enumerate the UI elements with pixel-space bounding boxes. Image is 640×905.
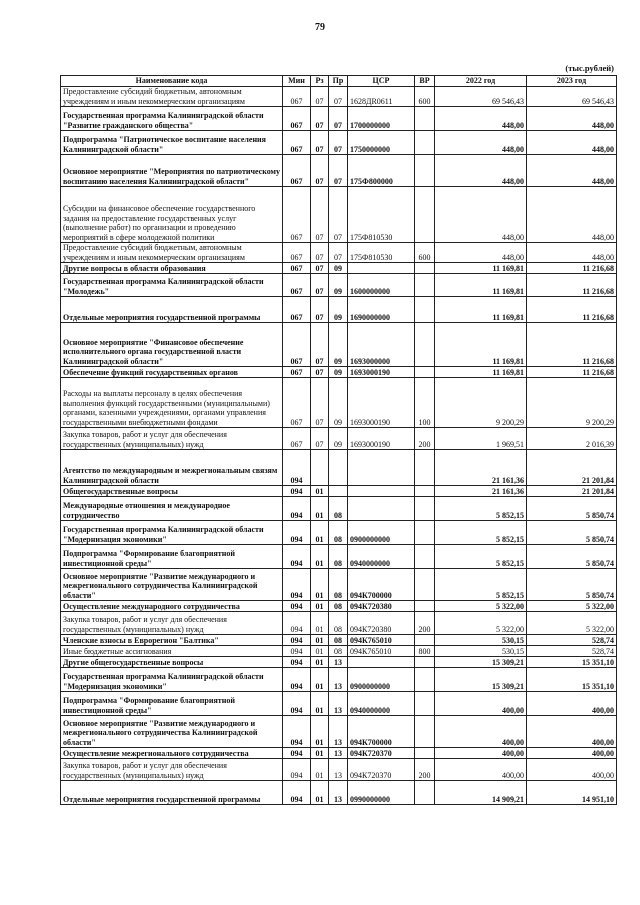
cell-rz: 01: [311, 646, 329, 657]
table-row: [61, 668, 617, 692]
cell-pr: 13: [329, 759, 348, 781]
cell-name: Членские взносы в Еврорегион "Балтика": [61, 635, 283, 646]
cell-name: Основное мероприятие "Развитие международного и межрегионального сотрудничества Калининградской области": [61, 569, 283, 601]
cell-rz: 01: [311, 545, 329, 569]
cell-csr: 094К700000: [348, 569, 415, 601]
cell-vr: [415, 601, 435, 612]
cell-rz: 01: [311, 497, 329, 521]
cell-rz: 07: [311, 187, 329, 243]
budget-table: [60, 75, 617, 805]
cell-rz: 01: [311, 486, 329, 497]
cell-vr: [415, 323, 435, 367]
cell-name: Закупка товаров, работ и услуг для обеспечения государственных (муниципальных) нужд: [61, 759, 283, 781]
cell-2023: 5 850,74: [527, 569, 617, 601]
table-row: [61, 131, 617, 155]
cell-2022: 5 322,00: [435, 612, 527, 635]
cell-min: 094: [283, 646, 311, 657]
cell-pr: 07: [329, 243, 348, 263]
cell-min: 094: [283, 569, 311, 601]
cell-min: 067: [283, 274, 311, 297]
table-row: [61, 450, 617, 486]
cell-2023: 5 850,74: [527, 545, 617, 569]
cell-pr: 09: [329, 378, 348, 428]
cell-vr: 200: [415, 759, 435, 781]
cell-pr: 09: [329, 263, 348, 274]
cell-2023: 15 351,10: [527, 668, 617, 692]
cell-vr: [415, 450, 435, 486]
cell-min: 094: [283, 450, 311, 486]
cell-2023: 448,00: [527, 155, 617, 187]
cell-2022: 448,00: [435, 107, 527, 131]
cell-pr: 08: [329, 545, 348, 569]
cell-pr: 13: [329, 716, 348, 748]
cell-min: 094: [283, 601, 311, 612]
cell-2023: 11 216,68: [527, 323, 617, 367]
cell-min: 094: [283, 545, 311, 569]
cell-2022: 448,00: [435, 155, 527, 187]
header-name: Наименование кода: [61, 76, 283, 87]
cell-pr: 08: [329, 521, 348, 545]
cell-name: Закупка товаров, работ и услуг для обеспечения государственных (муниципальных) нужд: [61, 428, 283, 450]
cell-rz: 07: [311, 243, 329, 263]
cell-pr: 08: [329, 612, 348, 635]
cell-2022: 21 161,36: [435, 486, 527, 497]
cell-min: 067: [283, 107, 311, 131]
cell-min: 067: [283, 155, 311, 187]
cell-vr: [415, 545, 435, 569]
cell-name: Иные бюджетные ассигнования: [61, 646, 283, 657]
cell-rz: 07: [311, 323, 329, 367]
cell-min: 067: [283, 263, 311, 274]
cell-pr: 07: [329, 155, 348, 187]
cell-min: 094: [283, 497, 311, 521]
cell-2023: 11 216,68: [527, 274, 617, 297]
cell-2022: 14 909,21: [435, 781, 527, 805]
cell-2023: 21 201,84: [527, 486, 617, 497]
cell-2022: 448,00: [435, 243, 527, 263]
cell-csr: [348, 486, 415, 497]
cell-2022: 400,00: [435, 759, 527, 781]
table-row: [61, 545, 617, 569]
cell-vr: 600: [415, 87, 435, 107]
cell-name: Государственная программа Калининградской области "Развитие гражданского общества": [61, 107, 283, 131]
header-pr: Пр: [329, 76, 348, 87]
cell-vr: [415, 486, 435, 497]
cell-vr: [415, 187, 435, 243]
cell-vr: 200: [415, 612, 435, 635]
cell-vr: 600: [415, 243, 435, 263]
cell-vr: [415, 131, 435, 155]
cell-vr: [415, 521, 435, 545]
header-2022: 2022 год: [435, 76, 527, 87]
cell-csr: 0900000000: [348, 668, 415, 692]
cell-2023: 400,00: [527, 716, 617, 748]
cell-2023: 2 016,39: [527, 428, 617, 450]
table-row: [61, 367, 617, 378]
table-row: [61, 428, 617, 450]
cell-pr: 13: [329, 748, 348, 759]
cell-pr: 09: [329, 323, 348, 367]
cell-rz: 07: [311, 155, 329, 187]
cell-min: 094: [283, 635, 311, 646]
table-row: [61, 263, 617, 274]
cell-min: 094: [283, 781, 311, 805]
cell-2022: 5 322,00: [435, 601, 527, 612]
cell-pr: 09: [329, 274, 348, 297]
cell-rz: 07: [311, 131, 329, 155]
cell-rz: 01: [311, 668, 329, 692]
cell-name: Отдельные мероприятия государственной программы: [61, 297, 283, 323]
cell-rz: 07: [311, 367, 329, 378]
cell-rz: [311, 450, 329, 486]
cell-2022: 15 309,21: [435, 668, 527, 692]
cell-rz: 01: [311, 692, 329, 716]
cell-rz: 01: [311, 612, 329, 635]
cell-2022: 69 546,43: [435, 87, 527, 107]
cell-name: Основное мероприятие "Мероприятия по патриотическому воспитанию населения Калининградской области": [61, 155, 283, 187]
table-row: [61, 323, 617, 367]
cell-pr: 08: [329, 497, 348, 521]
cell-name: Государственная программа Калининградской области "Молодежь": [61, 274, 283, 297]
cell-pr: [329, 450, 348, 486]
table-row: [61, 657, 617, 668]
table-row: [61, 781, 617, 805]
cell-name: Субсидии на финансовое обеспечение государственного задания на предоставление государственных услуг (выполнение работ) по организации и проведению мероприятий в сфере молодежной политики: [61, 187, 283, 243]
cell-name: Осуществление межрегионального сотрудничества: [61, 748, 283, 759]
cell-csr: 094К720380: [348, 612, 415, 635]
cell-csr: 1600000000: [348, 274, 415, 297]
cell-name: Предоставление субсидий бюджетным, автономным учреждениям и иным некоммерческим организациям: [61, 243, 283, 263]
table-row: [61, 378, 617, 428]
cell-2022: 448,00: [435, 187, 527, 243]
cell-vr: [415, 263, 435, 274]
cell-rz: 01: [311, 716, 329, 748]
cell-rz: 07: [311, 274, 329, 297]
cell-rz: 07: [311, 428, 329, 450]
cell-min: 094: [283, 759, 311, 781]
cell-name: Основное мероприятие "Развитие международного и межрегионального сотрудничества Калининградской области": [61, 716, 283, 748]
cell-csr: 094К720380: [348, 601, 415, 612]
cell-min: 067: [283, 378, 311, 428]
cell-rz: 01: [311, 635, 329, 646]
cell-pr: 13: [329, 781, 348, 805]
cell-2023: 528,74: [527, 635, 617, 646]
cell-name: Государственная программа Калининградской области "Модернизация экономики": [61, 668, 283, 692]
table-row: [61, 759, 617, 781]
cell-2023: 11 216,68: [527, 367, 617, 378]
table-row: [61, 274, 617, 297]
cell-2023: 400,00: [527, 748, 617, 759]
cell-name: Подпрограмма "Формирование благоприятной инвестиционной среды": [61, 545, 283, 569]
cell-2022: 11 169,81: [435, 274, 527, 297]
cell-2022: 9 200,29: [435, 378, 527, 428]
cell-csr: 1693000000: [348, 323, 415, 367]
cell-csr: [348, 263, 415, 274]
cell-2022: 5 852,15: [435, 569, 527, 601]
table-body: [61, 87, 617, 805]
cell-pr: 08: [329, 601, 348, 612]
table-row: [61, 601, 617, 612]
table-row: [61, 497, 617, 521]
header-rz: Рз: [311, 76, 329, 87]
cell-csr: 1693000190: [348, 378, 415, 428]
cell-vr: 200: [415, 428, 435, 450]
cell-pr: 13: [329, 692, 348, 716]
cell-min: 067: [283, 297, 311, 323]
cell-pr: 07: [329, 187, 348, 243]
cell-2023: 448,00: [527, 243, 617, 263]
cell-2022: 5 852,15: [435, 521, 527, 545]
table-row: [61, 155, 617, 187]
cell-min: 067: [283, 131, 311, 155]
cell-pr: 08: [329, 569, 348, 601]
table-row: [61, 635, 617, 646]
cell-name: Агентство по международным и межрегиональным связям Калининградской области: [61, 450, 283, 486]
cell-min: 067: [283, 367, 311, 378]
cell-pr: 08: [329, 635, 348, 646]
cell-rz: 07: [311, 87, 329, 107]
cell-vr: [415, 569, 435, 601]
cell-min: 094: [283, 486, 311, 497]
table-header-row: [61, 76, 617, 87]
table-row: [61, 612, 617, 635]
cell-2023: 448,00: [527, 107, 617, 131]
cell-vr: [415, 692, 435, 716]
cell-rz: 01: [311, 601, 329, 612]
header-min: Мин: [283, 76, 311, 87]
cell-csr: [348, 497, 415, 521]
cell-2022: 5 852,15: [435, 545, 527, 569]
cell-2023: 448,00: [527, 131, 617, 155]
cell-name: Закупка товаров, работ и услуг для обеспечения государственных (муниципальных) нужд: [61, 612, 283, 635]
cell-vr: [415, 635, 435, 646]
cell-2023: 9 200,29: [527, 378, 617, 428]
cell-name: Другие вопросы в области образования: [61, 263, 283, 274]
cell-name: Общегосударственные вопросы: [61, 486, 283, 497]
cell-csr: 1700000000: [348, 107, 415, 131]
cell-2023: 5 322,00: [527, 612, 617, 635]
table-row: [61, 748, 617, 759]
cell-csr: [348, 657, 415, 668]
cell-min: 094: [283, 612, 311, 635]
cell-2022: 21 161,36: [435, 450, 527, 486]
header-csr: ЦСР: [348, 76, 415, 87]
units-label: (тыс.рублей): [565, 63, 614, 73]
cell-csr: 1690000000: [348, 297, 415, 323]
header-vr: ВР: [415, 76, 435, 87]
table-row: [61, 107, 617, 131]
cell-2023: 400,00: [527, 759, 617, 781]
cell-rz: 07: [311, 263, 329, 274]
cell-vr: [415, 297, 435, 323]
cell-name: Международные отношения и международное сотрудничество: [61, 497, 283, 521]
cell-2022: 11 169,81: [435, 263, 527, 274]
cell-2022: 400,00: [435, 748, 527, 759]
cell-2022: 400,00: [435, 692, 527, 716]
cell-2022: 5 852,15: [435, 497, 527, 521]
cell-rz: 01: [311, 521, 329, 545]
table-row: [61, 646, 617, 657]
cell-2023: 400,00: [527, 692, 617, 716]
cell-csr: 0900000000: [348, 521, 415, 545]
cell-2022: 1 969,51: [435, 428, 527, 450]
cell-name: Подпрограмма "Формирование благоприятной инвестиционной среды": [61, 692, 283, 716]
cell-csr: 1628ДR0611: [348, 87, 415, 107]
cell-2022: 448,00: [435, 131, 527, 155]
cell-csr: 094К720370: [348, 759, 415, 781]
cell-vr: [415, 781, 435, 805]
cell-2023: 448,00: [527, 187, 617, 243]
cell-vr: [415, 107, 435, 131]
cell-pr: [329, 486, 348, 497]
cell-min: 067: [283, 323, 311, 367]
cell-min: 067: [283, 187, 311, 243]
cell-rz: 01: [311, 748, 329, 759]
table-row: [61, 486, 617, 497]
cell-csr: [348, 450, 415, 486]
cell-csr: 094К765010: [348, 646, 415, 657]
cell-vr: [415, 367, 435, 378]
cell-2022: 400,00: [435, 716, 527, 748]
cell-rz: 07: [311, 297, 329, 323]
cell-name: Расходы на выплаты персоналу в целях обеспечения выполнения функций государственными (муниципальными) органами, казенными учреждениями, органами управления государственными внебюджетными фондами: [61, 378, 283, 428]
cell-2022: 530,15: [435, 646, 527, 657]
cell-min: 094: [283, 657, 311, 668]
cell-2022: 15 309,21: [435, 657, 527, 668]
cell-csr: 094К720370: [348, 748, 415, 759]
cell-vr: [415, 274, 435, 297]
table-row: [61, 692, 617, 716]
cell-pr: 07: [329, 87, 348, 107]
cell-2022: 11 169,81: [435, 297, 527, 323]
cell-pr: 08: [329, 646, 348, 657]
table-row: [61, 297, 617, 323]
cell-2023: 15 351,10: [527, 657, 617, 668]
header-2023: 2023 год: [527, 76, 617, 87]
cell-2023: 5 322,00: [527, 601, 617, 612]
cell-min: 094: [283, 521, 311, 545]
cell-vr: [415, 668, 435, 692]
table-row: [61, 87, 617, 107]
table-row: [61, 521, 617, 545]
cell-2022: 11 169,81: [435, 323, 527, 367]
cell-min: 094: [283, 716, 311, 748]
cell-name: Отдельные мероприятия государственной программы: [61, 781, 283, 805]
cell-name: Подпрограмма "Патриотическое воспитание населения Калининградской области": [61, 131, 283, 155]
table-row: [61, 569, 617, 601]
table-row: [61, 716, 617, 748]
page-number: 79: [315, 22, 325, 33]
cell-vr: 800: [415, 646, 435, 657]
cell-csr: 1693000190: [348, 428, 415, 450]
cell-name: Другие общегосударственные вопросы: [61, 657, 283, 668]
cell-rz: 01: [311, 781, 329, 805]
cell-pr: 09: [329, 297, 348, 323]
cell-vr: [415, 716, 435, 748]
cell-vr: [415, 155, 435, 187]
cell-rz: 01: [311, 759, 329, 781]
cell-csr: 1693000190: [348, 367, 415, 378]
table-row: [61, 243, 617, 263]
cell-min: 067: [283, 87, 311, 107]
cell-name: Обеспечение функций государственных органов: [61, 367, 283, 378]
cell-pr: 13: [329, 657, 348, 668]
cell-rz: 01: [311, 657, 329, 668]
table-row: [61, 187, 617, 243]
cell-pr: 09: [329, 367, 348, 378]
cell-name: Предоставление субсидий бюджетным, автономным учреждениям и иным некоммерческим организациям: [61, 87, 283, 107]
cell-vr: [415, 748, 435, 759]
cell-pr: 07: [329, 131, 348, 155]
cell-vr: [415, 657, 435, 668]
cell-2022: 530,15: [435, 635, 527, 646]
cell-2023: 69 546,43: [527, 87, 617, 107]
cell-rz: 01: [311, 569, 329, 601]
cell-csr: 094К700000: [348, 716, 415, 748]
cell-csr: 0990000000: [348, 781, 415, 805]
cell-csr: 0940000000: [348, 545, 415, 569]
cell-min: 094: [283, 692, 311, 716]
cell-2023: 11 216,68: [527, 263, 617, 274]
cell-name: Основное мероприятие "Финансовое обеспечение исполнительного органа государственной власти Калининградской области": [61, 323, 283, 367]
cell-2023: 5 850,74: [527, 521, 617, 545]
cell-2023: 528,74: [527, 646, 617, 657]
cell-name: Осуществление международного сотрудничества: [61, 601, 283, 612]
cell-csr: 175Ф810530: [348, 243, 415, 263]
cell-csr: 0940000000: [348, 692, 415, 716]
cell-csr: 094К765010: [348, 635, 415, 646]
cell-name: Государственная программа Калининградской области "Модернизация экономики": [61, 521, 283, 545]
cell-csr: 1750000000: [348, 131, 415, 155]
cell-csr: 175Ф800000: [348, 155, 415, 187]
cell-pr: 09: [329, 428, 348, 450]
cell-2023: 14 951,10: [527, 781, 617, 805]
cell-min: 067: [283, 428, 311, 450]
cell-rz: 07: [311, 378, 329, 428]
cell-min: 094: [283, 668, 311, 692]
cell-vr: 100: [415, 378, 435, 428]
cell-2023: 11 216,68: [527, 297, 617, 323]
cell-pr: 07: [329, 107, 348, 131]
cell-min: 094: [283, 748, 311, 759]
cell-min: 067: [283, 243, 311, 263]
cell-pr: 13: [329, 668, 348, 692]
cell-rz: 07: [311, 107, 329, 131]
cell-vr: [415, 497, 435, 521]
cell-csr: 175Ф810530: [348, 187, 415, 243]
cell-2023: 21 201,84: [527, 450, 617, 486]
cell-2023: 5 850,74: [527, 497, 617, 521]
cell-2022: 11 169,81: [435, 367, 527, 378]
